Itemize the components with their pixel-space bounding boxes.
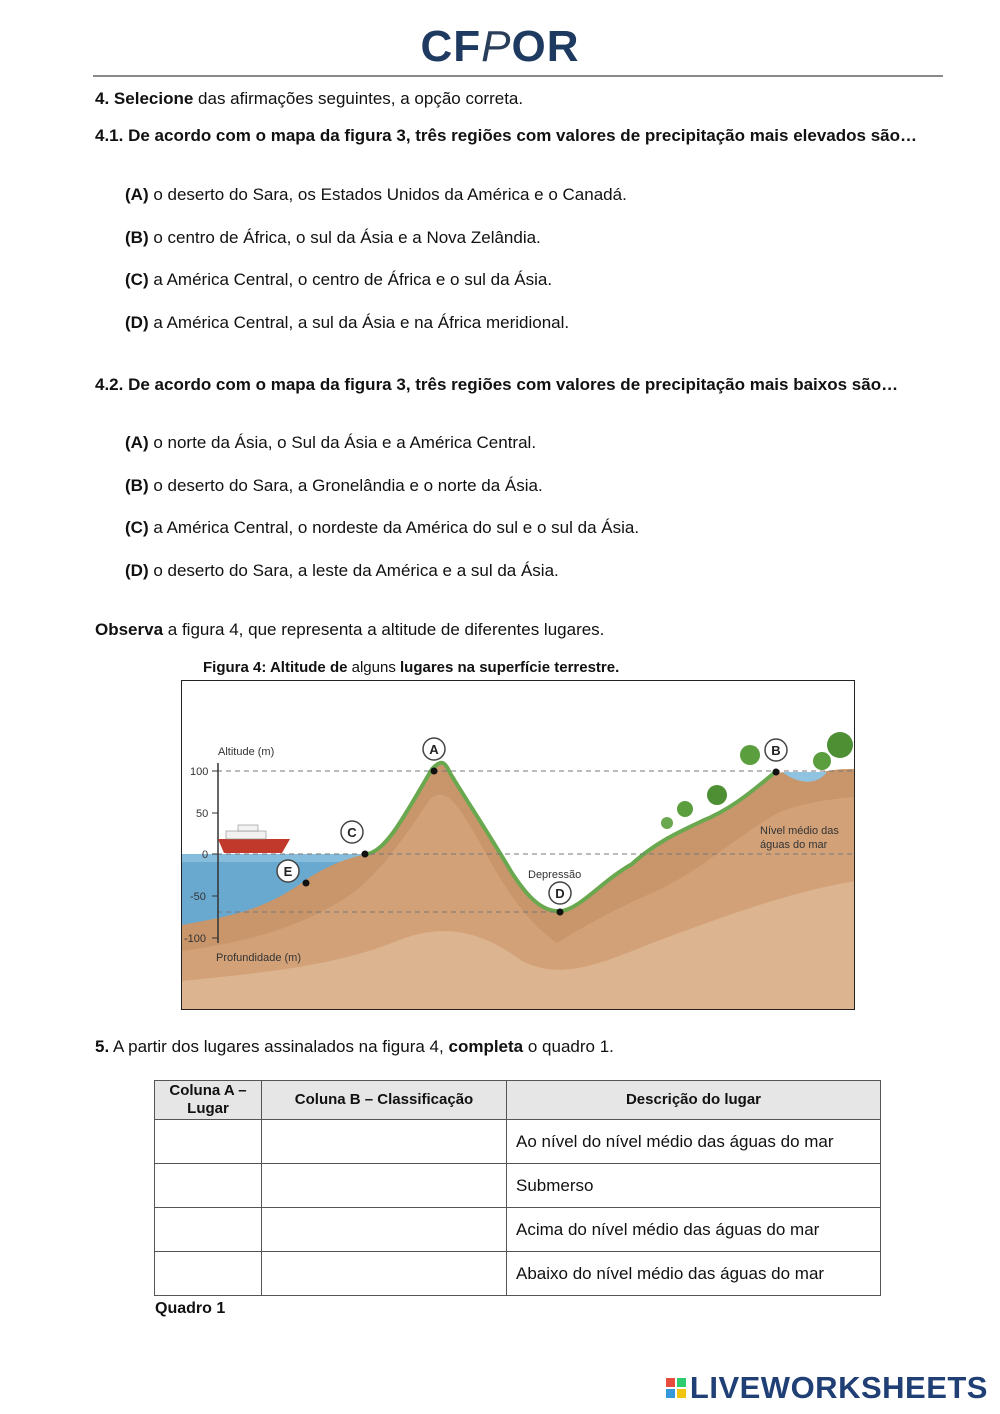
q42-option-b[interactable]: (B) o deserto do Sara, a Gronelândia e o norte da Ásia.	[125, 476, 543, 495]
answer-cell-lugar[interactable]	[155, 1120, 262, 1164]
q41-option-c[interactable]: (C) a América Central, o centro de África e o sul da Ásia.	[125, 270, 553, 289]
altitude-label: Altitude (m)	[218, 746, 275, 758]
altitude-svg	[182, 681, 855, 1010]
liveworksheets-logo-icon	[666, 1378, 686, 1398]
question-4-instruction: 4. Selecione das afirmações seguintes, a opção correta.	[95, 89, 524, 108]
figure-4-altitude-diagram	[181, 680, 855, 1010]
depression-label: Depressão	[528, 869, 582, 881]
table-caption: Quadro 1	[155, 1300, 226, 1317]
point-b-label: B	[771, 743, 781, 758]
col-c-header: Descrição do lugar	[507, 1081, 881, 1120]
answer-cell-lugar[interactable]	[155, 1208, 262, 1252]
col-a-header: Coluna A – Lugar	[155, 1081, 262, 1120]
q41-option-b[interactable]: (B) o centro de África, o sul da Ásia e a Nova Zelândia.	[125, 228, 541, 247]
description-cell: Submerso	[507, 1164, 881, 1208]
table-header-row	[155, 1081, 881, 1120]
sea-level-label-1: Nível médio das	[760, 825, 839, 837]
col-b-header: Coluna B – Classificação	[262, 1081, 507, 1120]
tick-label-50: 50	[196, 808, 209, 820]
q42-option-c[interactable]: (C) a América Central, o nordeste da América do sul e o sul da Ásia.	[125, 518, 640, 537]
q42-option-a[interactable]: (A) o norte da Ásia, o Sul da Ásia e a América Central.	[125, 433, 537, 452]
answer-cell-classificacao[interactable]	[262, 1252, 507, 1296]
answer-cell-lugar[interactable]	[155, 1252, 262, 1296]
point-a-label: A	[429, 742, 439, 757]
observe-instruction: Observa a figura 4, que representa a altitude de diferentes lugares.	[95, 620, 605, 639]
point-c-label: C	[347, 825, 357, 840]
point-e-label: E	[283, 864, 293, 879]
quadro-1-table	[154, 1080, 881, 1296]
q42-option-d[interactable]: (D) o deserto do Sara, a leste da América e a sul da Ásia.	[125, 561, 559, 580]
depth-label: Profundidade (m)	[216, 952, 301, 964]
description-cell: Acima do nível médio das águas do mar	[507, 1208, 881, 1252]
answer-cell-classificacao[interactable]	[262, 1120, 507, 1164]
tick-label-minus-100: -100	[184, 933, 207, 945]
answer-cell-classificacao[interactable]	[262, 1208, 507, 1252]
table-row	[155, 1164, 881, 1208]
q41-option-a[interactable]: (A) o deserto do Sara, os Estados Unidos da América e o Canadá.	[125, 185, 627, 204]
point-d-label: D	[555, 886, 565, 901]
cfpor-logo: CFPOR	[420, 22, 580, 71]
tick-label-100: 100	[190, 766, 209, 778]
table-row	[155, 1120, 881, 1164]
sea-level-label-2: águas do mar	[760, 839, 828, 851]
table-row	[155, 1252, 881, 1296]
liveworksheets-logo	[666, 1370, 988, 1406]
question-4-1-title: 4.1. De acordo com o mapa da figura 3, três regiões com valores de precipitação mais elevados são…	[95, 126, 917, 145]
tick-label-0: 0	[202, 849, 209, 861]
figure-4-caption: Figura 4: Altitude de alguns lugares na superfície terrestre.	[203, 659, 620, 676]
answer-cell-lugar[interactable]	[155, 1164, 262, 1208]
answer-cell-classificacao[interactable]	[262, 1164, 507, 1208]
description-cell: Abaixo do nível médio das águas do mar	[507, 1252, 881, 1296]
q41-option-d[interactable]: (D) a América Central, a sul da Ásia e na África meridional.	[125, 313, 570, 332]
question-4-2-title: 4.2. De acordo com o mapa da figura 3, três regiões com valores de precipitação mais baixos são…	[95, 375, 899, 394]
tick-label-minus-50: -50	[190, 891, 206, 903]
description-cell: Ao nível do nível médio das águas do mar	[507, 1120, 881, 1164]
liveworksheets-brand-text: LIVEWORKSHEETS	[689, 1370, 988, 1405]
table-row	[155, 1208, 881, 1252]
question-5-instruction: 5. A partir dos lugares assinalados na figura 4, completa o quadro 1.	[95, 1037, 614, 1056]
header-rule	[93, 75, 943, 77]
